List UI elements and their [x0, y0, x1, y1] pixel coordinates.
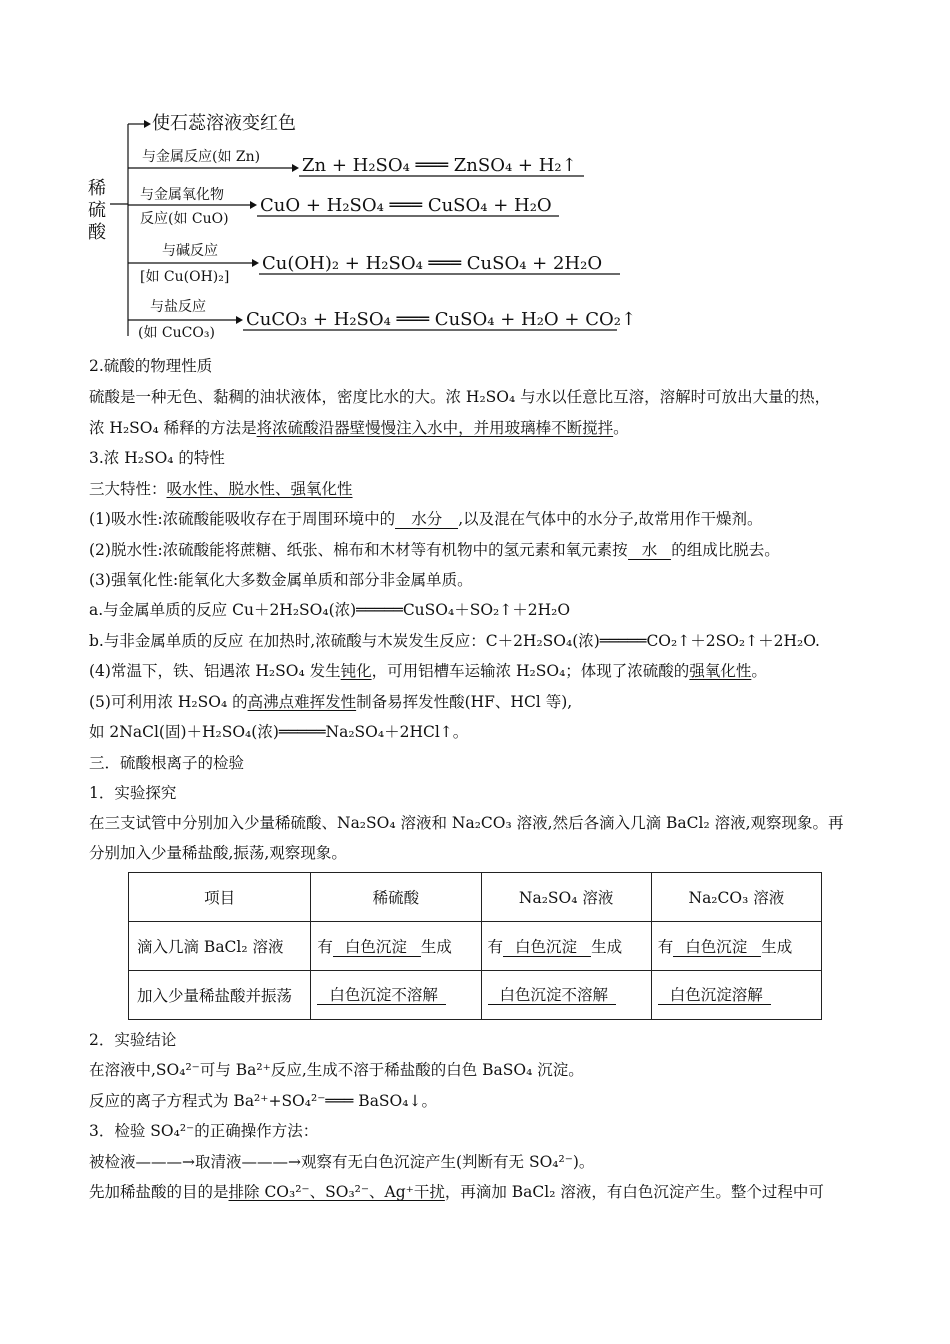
paragraph: 在溶液中,SO₄²⁻可与 Ba²⁺反应,生成不溶于稀盐酸的白色 BaSO₄ 沉淀。 [89, 1061, 584, 1079]
table-header-cell: Na₂CO₃ 溶液 [651, 873, 821, 922]
text: (2)脱水性:浓硫酸能将蔗糖、纸张、棉布和木材等有机物中的氢元素和氧元素按 [89, 541, 628, 559]
answer-underlined: 强氧化性 [689, 662, 752, 680]
experiment-table [128, 872, 822, 1020]
answer-blank: 白色沉淀 [673, 938, 761, 957]
paragraph: (3)强氧化性:能氧化大多数金属单质和部分非金属单质。 [89, 571, 473, 589]
text: 生成 [420, 938, 452, 956]
text: ，再滴加 BaCl₂ 溶液，有白色沉淀产生。整个过程中可 [444, 1183, 824, 1201]
row-label: 加入少量稀盐酸并振荡 [129, 971, 311, 1020]
table-header-cell: 项目 [129, 873, 311, 922]
text: 。 [751, 662, 767, 680]
text: 浓 H₂SO₄ 稀释的方法是 [89, 419, 257, 437]
table-cell [481, 922, 651, 971]
branch-equation-cuo: CuO + H₂SO₄ ═══ CuSO₄ + H₂O [260, 195, 552, 216]
table-header-cell: Na₂SO₄ 溶液 [481, 873, 651, 922]
paragraph [89, 692, 572, 712]
table-header-cell: 稀硫酸 [311, 873, 481, 922]
answer-underlined: 钝化 [340, 662, 372, 680]
table-cell [311, 922, 481, 971]
root-char: 稀 [88, 178, 106, 199]
paragraph: 硫酸是一种无色、黏稠的油状液体，密度比水的大。浓 H₂SO₄ 与水以任意比互溶，溶解时可放出大量的热， [89, 388, 831, 406]
equation-line: 反应的离子方程式为 Ba²⁺+SO₄²⁻═══ BaSO₄↓。 [89, 1092, 437, 1110]
diagram-root-label [88, 178, 108, 244]
text: (4)常温下，铁、铝遇浓 H₂SO₄ 发生 [89, 662, 341, 680]
root-char: 硫 [88, 200, 106, 221]
equation-line: b.与非金属单质的反应 在加热时,浓硫酸与木炭发生反应：C＋2H₂SO₄(浓)═════CO₂↑＋2SO₂↑＋2H₂O. [89, 632, 820, 650]
equation-line: a.与金属单质的反应 Cu＋2H₂SO₄(浓)═════CuSO₄＋SO₂↑＋2H₂O [89, 601, 571, 619]
branch-equation-zn: Zn + H₂SO₄ ═══ ZnSO₄ + H₂↑ [302, 155, 577, 176]
answer-underlined: 高沸点难挥发性 [247, 693, 357, 711]
answer-blank: 白色沉淀溶解 [658, 986, 771, 1005]
section-title: 3.浓 H₂SO₄ 的特性 [89, 449, 225, 467]
answer-blank: 白色沉淀不溶解 [317, 986, 446, 1005]
answer-blank: 白色沉淀不溶解 [488, 986, 617, 1005]
root-char: 酸 [88, 222, 106, 243]
text: 的组成比脱去。 [671, 541, 780, 559]
paragraph: 分别加入少量稀盐酸,振荡,观察现象。 [89, 844, 347, 862]
branch-label-base: 与碱反应 [162, 243, 218, 259]
answer-blank: 水 [628, 541, 672, 560]
subsection-title: 3．检验 SO₄²⁻的正确操作方法： [89, 1122, 319, 1140]
subsection-title: 2．实验结论 [89, 1031, 177, 1049]
paragraph [89, 1182, 824, 1202]
answer-underlined: 吸水性、脱水性、强氧化性 [166, 480, 353, 498]
branch-label-metal: 与金属反应(如 Zn) [142, 149, 261, 165]
answer-blank: 白色沉淀 [333, 938, 421, 957]
branch-label-base-2: [如 Cu(OH)₂] [140, 269, 230, 285]
paragraph [89, 479, 353, 499]
branch-label-salt-2: (如 CuCO₃) [138, 325, 215, 341]
equation-line: 如 2NaCl(固)＋H₂SO₄(浓)═════Na₂SO₄＋2HCl↑。 [89, 723, 469, 741]
subsection-title: 1．实验探究 [89, 784, 177, 802]
text: 三大特性： [89, 480, 167, 498]
table-row [129, 971, 822, 1020]
table-cell [481, 971, 651, 1020]
text: 生成 [591, 938, 623, 956]
paragraph [89, 509, 763, 529]
answer-blank: 水分 [395, 510, 458, 529]
text: ,以及混在气体中的水分子,故常用作干燥剂。 [458, 510, 763, 528]
table-cell [311, 971, 481, 1020]
section-title: 三．硫酸根离子的检验 [89, 754, 245, 772]
answer-underlined: 排除 CO₃²⁻、SO₃²⁻、Ag⁺干扰 [228, 1183, 445, 1201]
branch-equation-cuoh2: Cu(OH)₂ + H₂SO₄ ═══ CuSO₄ + 2H₂O [262, 253, 603, 274]
text: 生成 [761, 938, 793, 956]
branch-result-litmus: 使石蕊溶液变红色 [152, 113, 296, 134]
answer-underlined: 将浓硫酸沿器壁慢慢注入水中，并用玻璃棒不断搅拌 [256, 419, 614, 437]
text: ，可用铝槽车运输浓 H₂SO₄；体现了浓硫酸的 [371, 662, 690, 680]
paragraph: 在三支试管中分别加入少量稀硫酸、Na₂SO₄ 溶液和 Na₂CO₃ 溶液,然后各滴入几滴 BaCl₂ 溶液,观察现象。再 [89, 814, 844, 832]
branch-label-metal-oxide: 与金属氧化物 [140, 187, 224, 203]
paragraph [89, 540, 780, 560]
row-label: 滴入几滴 BaCl₂ 溶液 [129, 922, 311, 971]
table-cell [651, 971, 821, 1020]
branch-label-salt: 与盐反应 [150, 299, 206, 315]
paragraph [89, 418, 629, 438]
text: (1)吸水性:浓硫酸能吸收存在于周围环境中的 [89, 510, 396, 528]
paragraph [89, 661, 767, 681]
text: 有 [657, 938, 674, 956]
sulfuric-acid-properties-diagram [84, 108, 644, 348]
text: 制备易挥发性酸(HF、HCl 等), [356, 693, 573, 711]
section-title: 2.硫酸的物理性质 [89, 357, 213, 375]
text: 先加稀盐酸的目的是 [89, 1183, 229, 1201]
text: 有 [317, 938, 333, 956]
table-cell [651, 922, 821, 971]
branch-label-metal-oxide-2: 反应(如 CuO) [140, 211, 229, 227]
paragraph: 被检液———→取清液———→观察有无白色沉淀产生(判断有无 SO₄²⁻)。 [89, 1153, 595, 1171]
text: 。 [613, 419, 629, 437]
text: 有 [487, 938, 504, 956]
text: (5)可利用浓 H₂SO₄ 的 [89, 693, 248, 711]
answer-blank: 白色沉淀 [503, 938, 591, 957]
table-row [129, 922, 822, 971]
branch-equation-cuco3: CuCO₃ + H₂SO₄ ═══ CuSO₄ + H₂O + CO₂↑ [246, 309, 637, 330]
table-header-row [129, 873, 822, 922]
